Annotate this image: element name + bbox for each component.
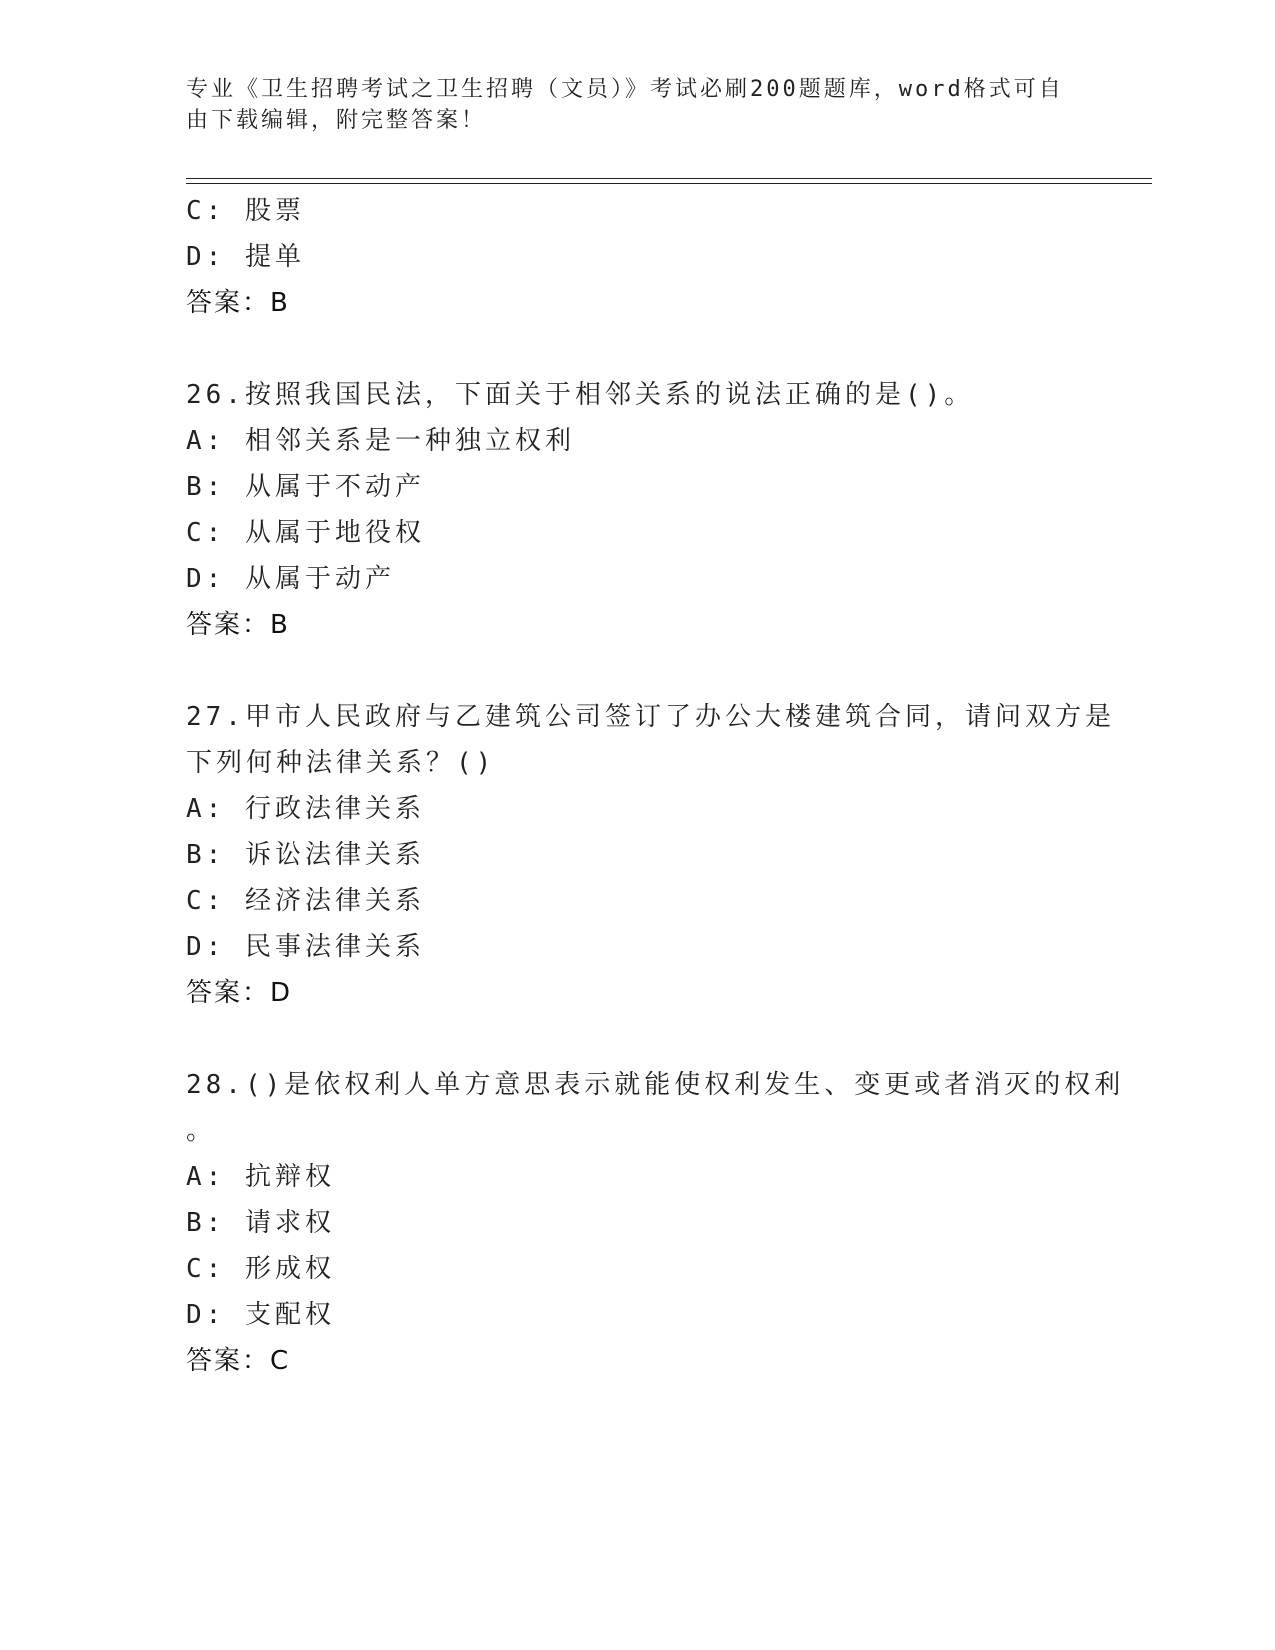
q25-answer: 答案：B <box>186 288 290 318</box>
spacer <box>186 326 1086 372</box>
q28-answer: 答案：C <box>186 1346 291 1376</box>
q28-option-b: B: 请求权 <box>186 1208 335 1238</box>
q28-option-d: D: 支配权 <box>186 1300 335 1330</box>
q26-option-c: C: 从属于地役权 <box>186 518 425 548</box>
q26-option-a: A: 相邻关系是一种独立权利 <box>186 426 575 456</box>
q26-question: 26.按照我国民法，下面关于相邻关系的说法正确的是()。 <box>186 380 975 410</box>
q27-option-d: D: 民事法律关系 <box>186 932 425 962</box>
document-header: 专业《卫生招聘考试之卫生招聘（文员）》考试必刷200题题库，word格式可自由下载编辑，附完整答案！ <box>186 77 1064 133</box>
q27-option-c: C: 经济法律关系 <box>186 886 425 916</box>
q28-option-c: C: 形成权 <box>186 1254 335 1284</box>
q26-answer: 答案：B <box>186 610 290 640</box>
spacer <box>186 648 1086 694</box>
q28-option-a: A: 抗辩权 <box>186 1162 335 1192</box>
header-rule-bottom <box>186 183 1152 184</box>
q25-option-d: D: 提单 <box>186 242 305 272</box>
question-list <box>186 188 1125 1384</box>
q27-option-b: B: 诉讼法律关系 <box>186 840 425 870</box>
header-rule-top <box>186 178 1152 179</box>
q27-question-line2: 下列何种法律关系？() <box>186 748 496 778</box>
q27-option-a: A: 行政法律关系 <box>186 794 425 824</box>
q25-option-c: C: 股票 <box>186 196 305 226</box>
q26-option-b: B: 从属于不动产 <box>186 472 425 502</box>
q28-question-line1: 28.()是依权利人单方意思表示就能使权利发生、变更或者消灭的权利 <box>186 1070 1125 1100</box>
spacer <box>186 1016 1086 1062</box>
q27-question-line1: 27.甲市人民政府与乙建筑公司签订了办公大楼建筑合同，请问双方是 <box>186 702 1115 732</box>
q27-answer: 答案：D <box>186 978 293 1008</box>
q28-question-line2: 。 <box>186 1116 217 1146</box>
q26-option-d: D: 从属于动产 <box>186 564 395 594</box>
